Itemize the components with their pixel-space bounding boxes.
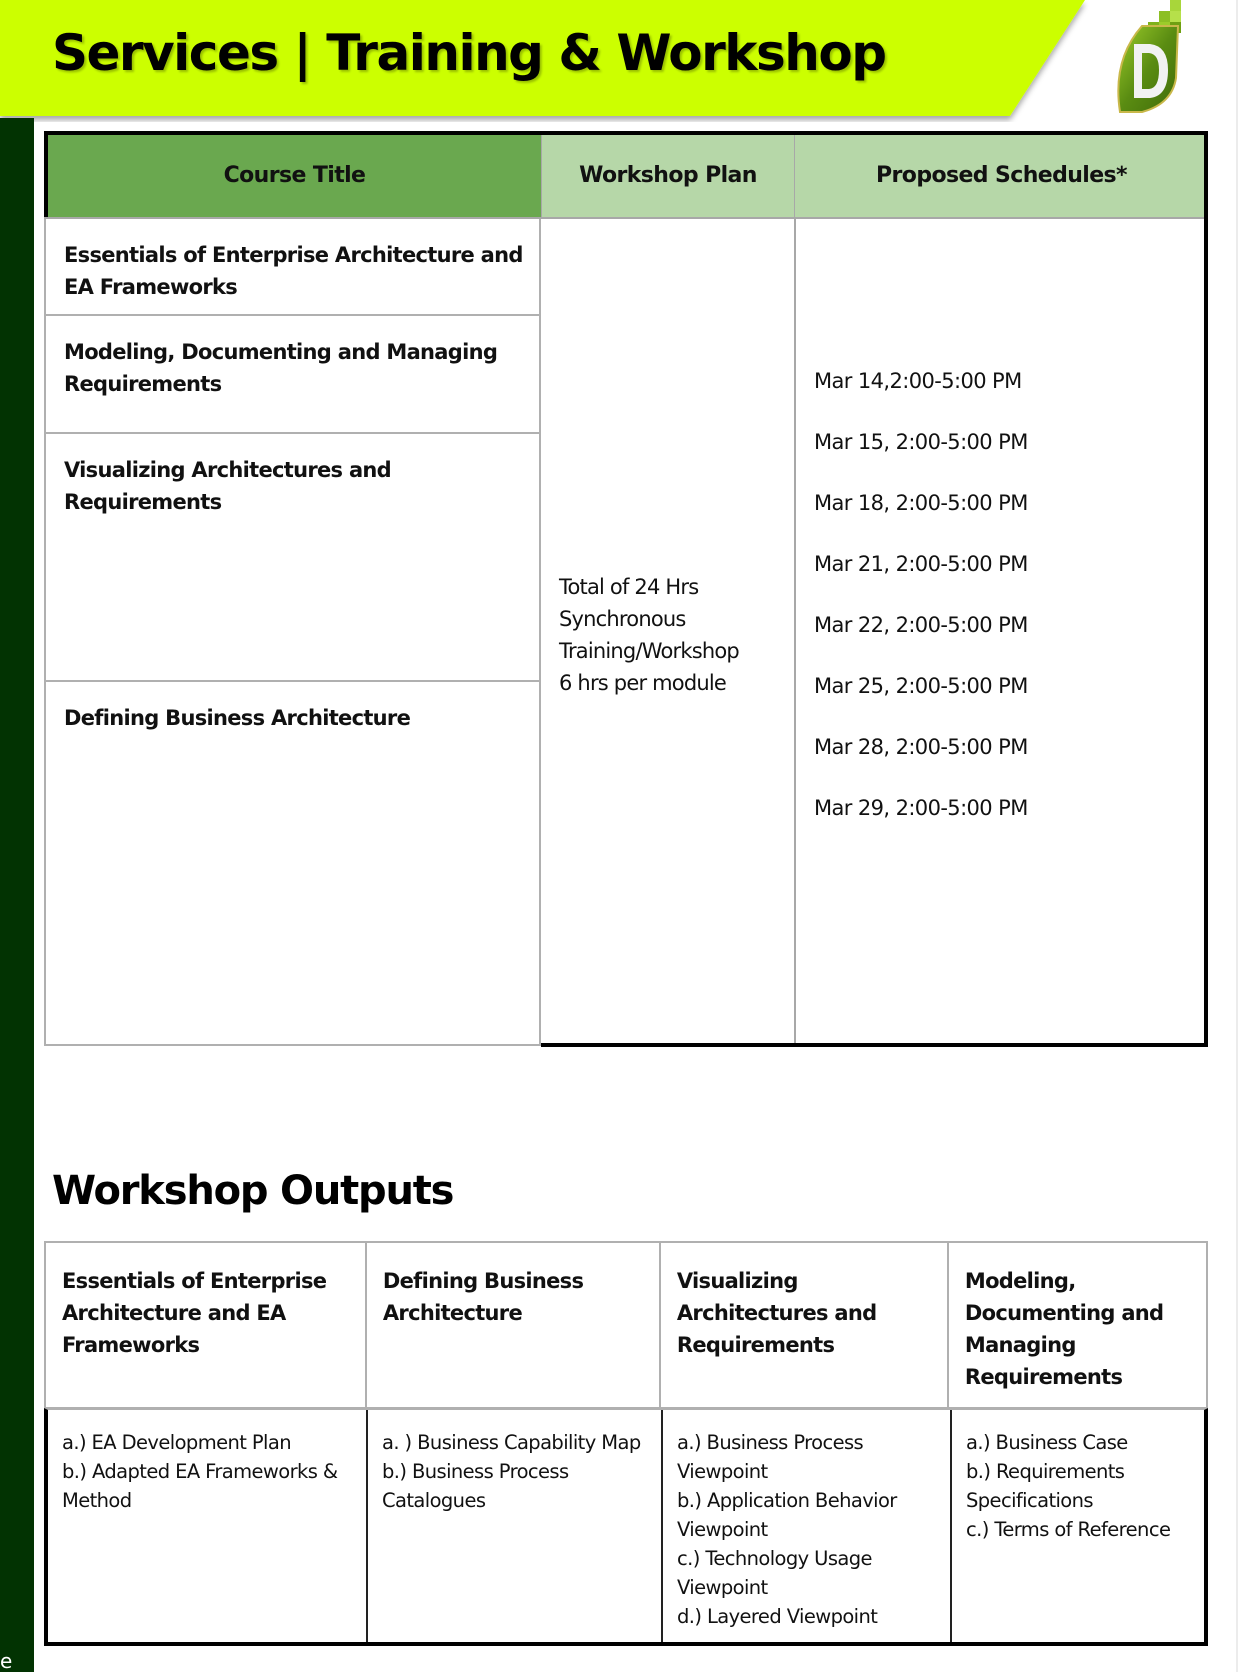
outputs-cell xyxy=(952,1410,1204,1642)
course-row: Essentials of Enterprise Architecture and EA Frameworks xyxy=(46,219,539,316)
workshop-plan-line: 6 hrs per module xyxy=(559,671,727,695)
table-border-top xyxy=(44,131,1208,135)
outputs-header-row xyxy=(44,1241,1208,1409)
course-row: Defining Business Architecture xyxy=(64,706,411,730)
schedule-item: Mar 18, 2:00-5:00 PM xyxy=(814,491,1028,515)
workshop-plan-line: Total of 24 Hrs xyxy=(559,575,699,599)
output-item: d.) Layered Viewpoint xyxy=(677,1605,878,1628)
sidebar-corner-text: e xyxy=(0,1649,13,1672)
column-header-workshop-plan: Workshop Plan xyxy=(541,133,794,217)
outputs-column-heading: Visualizing Architectures and Requirements xyxy=(661,1243,949,1407)
output-item: c.) Technology Usage Viewpoint xyxy=(677,1547,872,1599)
schedule-item: Mar 21, 2:00-5:00 PM xyxy=(814,552,1028,576)
outputs-column-heading: Essentials of Enterprise Architecture and EA Frameworks xyxy=(46,1243,367,1407)
proposed-schedules-column xyxy=(794,219,1204,1043)
schedule-table xyxy=(44,133,1208,1047)
section-title-workshop-outputs: Workshop Outputs xyxy=(52,1168,454,1214)
output-item: a.) Business Case xyxy=(966,1431,1128,1454)
output-item: b.) Business Process Catalogues xyxy=(382,1460,569,1512)
schedule-item: Mar 28, 2:00-5:00 PM xyxy=(814,735,1028,759)
workshop-plan-text xyxy=(559,571,739,699)
outputs-body-row xyxy=(44,1408,1208,1646)
output-item: b.) Requirements Specifications xyxy=(966,1460,1125,1512)
schedule-item: Mar 15, 2:00-5:00 PM xyxy=(814,430,1028,454)
schedule-item: Mar 25, 2:00-5:00 PM xyxy=(814,674,1028,698)
table-border-bottom xyxy=(541,1043,1208,1047)
output-item: a.) Business Process Viewpoint xyxy=(677,1431,864,1483)
workshop-plan-line: Synchronous xyxy=(559,607,686,631)
output-item: c.) Terms of Reference xyxy=(966,1518,1171,1541)
schedule-list xyxy=(814,365,1028,853)
outputs-cell xyxy=(368,1410,663,1642)
output-item: a.) EA Development Plan xyxy=(62,1431,291,1454)
outputs-column-heading: Modeling, Documenting and Managing Requirements xyxy=(964,1269,1164,1389)
table-border-right xyxy=(1204,131,1208,1047)
column-header-proposed-schedules: Proposed Schedules* xyxy=(794,133,1208,217)
output-item: b.) Adapted EA Frameworks & Method xyxy=(62,1460,338,1512)
workshop-plan-line: Training/Workshop xyxy=(559,639,739,663)
workshop-plan-column xyxy=(541,219,794,1043)
header-banner xyxy=(0,0,1242,122)
page-title: Services | Training & Workshop xyxy=(52,24,886,82)
course-title-column xyxy=(44,219,541,1046)
outputs-table xyxy=(44,1241,1208,1646)
output-item: b.) Application Behavior Viewpoint xyxy=(677,1489,897,1541)
schedule-item: Mar 29, 2:00-5:00 PM xyxy=(814,796,1028,820)
output-item: a. ) Business Capability Map xyxy=(382,1431,641,1454)
outputs-column-heading: Defining Business Architecture xyxy=(367,1243,661,1407)
schedule-item: Mar 14,2:00-5:00 PM xyxy=(814,369,1022,393)
course-row: Visualizing Architectures and Requirements xyxy=(46,434,539,682)
column-header-course-title: Course Title xyxy=(44,133,541,217)
leaf-d-logo-icon xyxy=(1112,0,1192,118)
sidebar-strip xyxy=(0,118,34,1672)
outputs-cell xyxy=(663,1410,952,1642)
schedule-item: Mar 22, 2:00-5:00 PM xyxy=(814,613,1028,637)
page-edge-line xyxy=(1236,0,1238,1672)
outputs-cell xyxy=(48,1410,368,1642)
course-row: Modeling, Documenting and Managing Requirements xyxy=(46,316,539,434)
